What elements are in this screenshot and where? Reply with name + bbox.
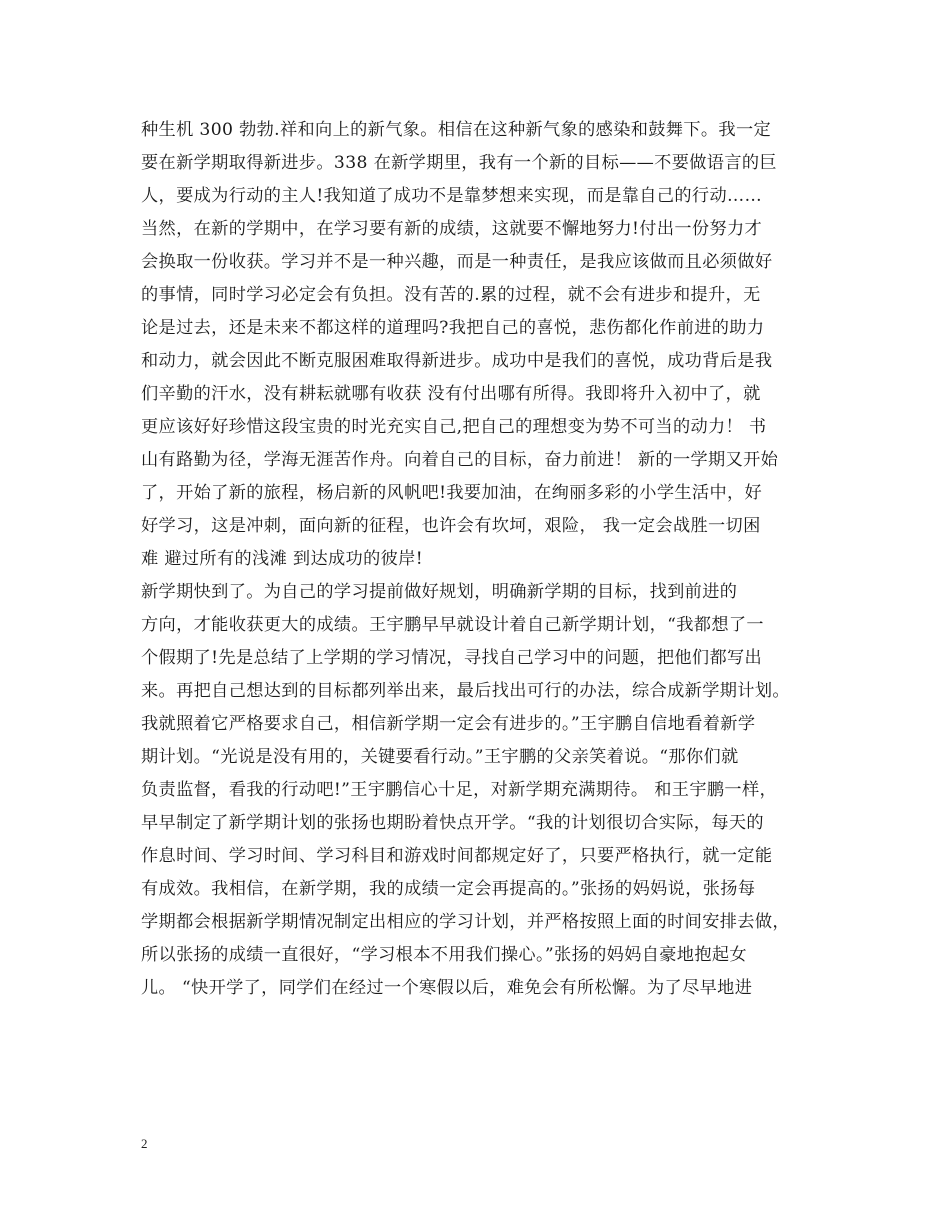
text-line: 当然，在新的学期中，在学习要有新的成绩，这就要不懈地努力!付出一份努力才	[141, 219, 763, 239]
text-line: 难 避过所有的浅滩 到达成功的彼岸!	[141, 549, 423, 569]
text-line: 会换取一份收获。学习并不是一种兴趣，而是一种责任，是我应该做而且必须做好	[141, 252, 773, 272]
text-line: 山有路勤为径，学海无涯苦作舟。向着自己的目标，奋力前进！ 新的一学期又开始	[141, 450, 779, 470]
text-line: 期计划。“光说是没有用的，关键要看行动。”王宇鹏的父亲笑着说。“那你们就	[141, 747, 739, 767]
text-line: 作息时间、学习时间、学习科目和游戏时间都规定好了，只要严格执行，就一定能	[141, 846, 773, 866]
text-line: 学期都会根据新学期情况制定出相应的学习计划，并严格按照上面的时间安排去做，	[141, 912, 790, 932]
page-number: 2	[141, 1136, 148, 1151]
text-line: 所以张扬的成绩一直很好，“学习根本不用我们操心。”张扬的妈妈自豪地抱起女	[141, 945, 747, 965]
text-line: 们辛勤的汗水，没有耕耘就哪有收获 没有付出哪有所得。我即将升入初中了，就	[141, 384, 761, 404]
text-line: 有成效。我相信，在新学期，我的成绩一定会再提高的。”张扬的妈妈说，张扬每	[141, 879, 756, 899]
text-line: 要在新学期取得新进步。338 在新学期里，我有一个新的目标——不要做语言的巨	[141, 153, 777, 173]
text-line: 和动力，就会因此不断克服困难取得新进步。成功中是我们的喜悦，成功背后是我	[141, 351, 773, 371]
text-line: 负责监督，看我的行动吧!”王宇鹏信心十足，对新学期充满期待。 和王宇鹏一样，	[141, 780, 778, 800]
text-line: 儿。 “快开学了，同学们在经过一个寒假以后，难免会有所松懈。为了尽早地进	[141, 978, 753, 998]
text-line: 早早制定了新学期计划的张扬也期盼着快点开学。“我的计划很切合实际，每天的	[141, 813, 764, 833]
text-line: 人，要成为行动的主人!我知道了成功不是靠梦想来实现，而是靠自己的行动……	[141, 186, 763, 206]
text-line: 的事情，同时学习必定会有负担。没有苦的.累的过程，就不会有进步和提升，无	[141, 285, 761, 305]
text-line: 我就照着它严格要求自己，相信新学期一定会有进步的。”王宇鹏自信地看着新学	[141, 714, 756, 734]
text-line: 种生机 300 勃勃.祥和向上的新气象。相信在这种新气象的感染和鼓舞下。我一定	[141, 120, 772, 140]
text-line: 论是过去，还是未来不都这样的道理吗?我把自己的喜悦，悲伤都化作前进的助力	[141, 318, 765, 338]
text-line: 个假期了!先是总结了上学期的学习情况，寻找自己学习中的问题，把他们都写出	[141, 648, 763, 668]
body-text	[141, 114, 821, 1005]
text-line: 更应该好好珍惜这段宝贵的时光充实自己,把自己的理想变为势不可当的动力！ 书	[141, 417, 767, 437]
text-line: 来。再把自己想达到的目标都列举出来，最后找出可行的办法，综合成新学期计划。	[141, 681, 790, 701]
text-line: 方向，才能收获更大的成绩。王宇鹏早早就设计着自己新学期计划，“我都想了一	[141, 615, 764, 635]
text-line: 了，开始了新的旅程，杨启新的风帆吧!我要加油，在绚丽多彩的小学生活中，好	[141, 483, 763, 503]
text-line: 新学期快到了。为自己的学习提前做好规划，明确新学期的目标，找到前进的	[141, 582, 738, 602]
text-line: 好学习，这是冲刺，面向新的征程，也许会有坎坷，艰险， 我一定会战胜一切困	[141, 516, 761, 536]
